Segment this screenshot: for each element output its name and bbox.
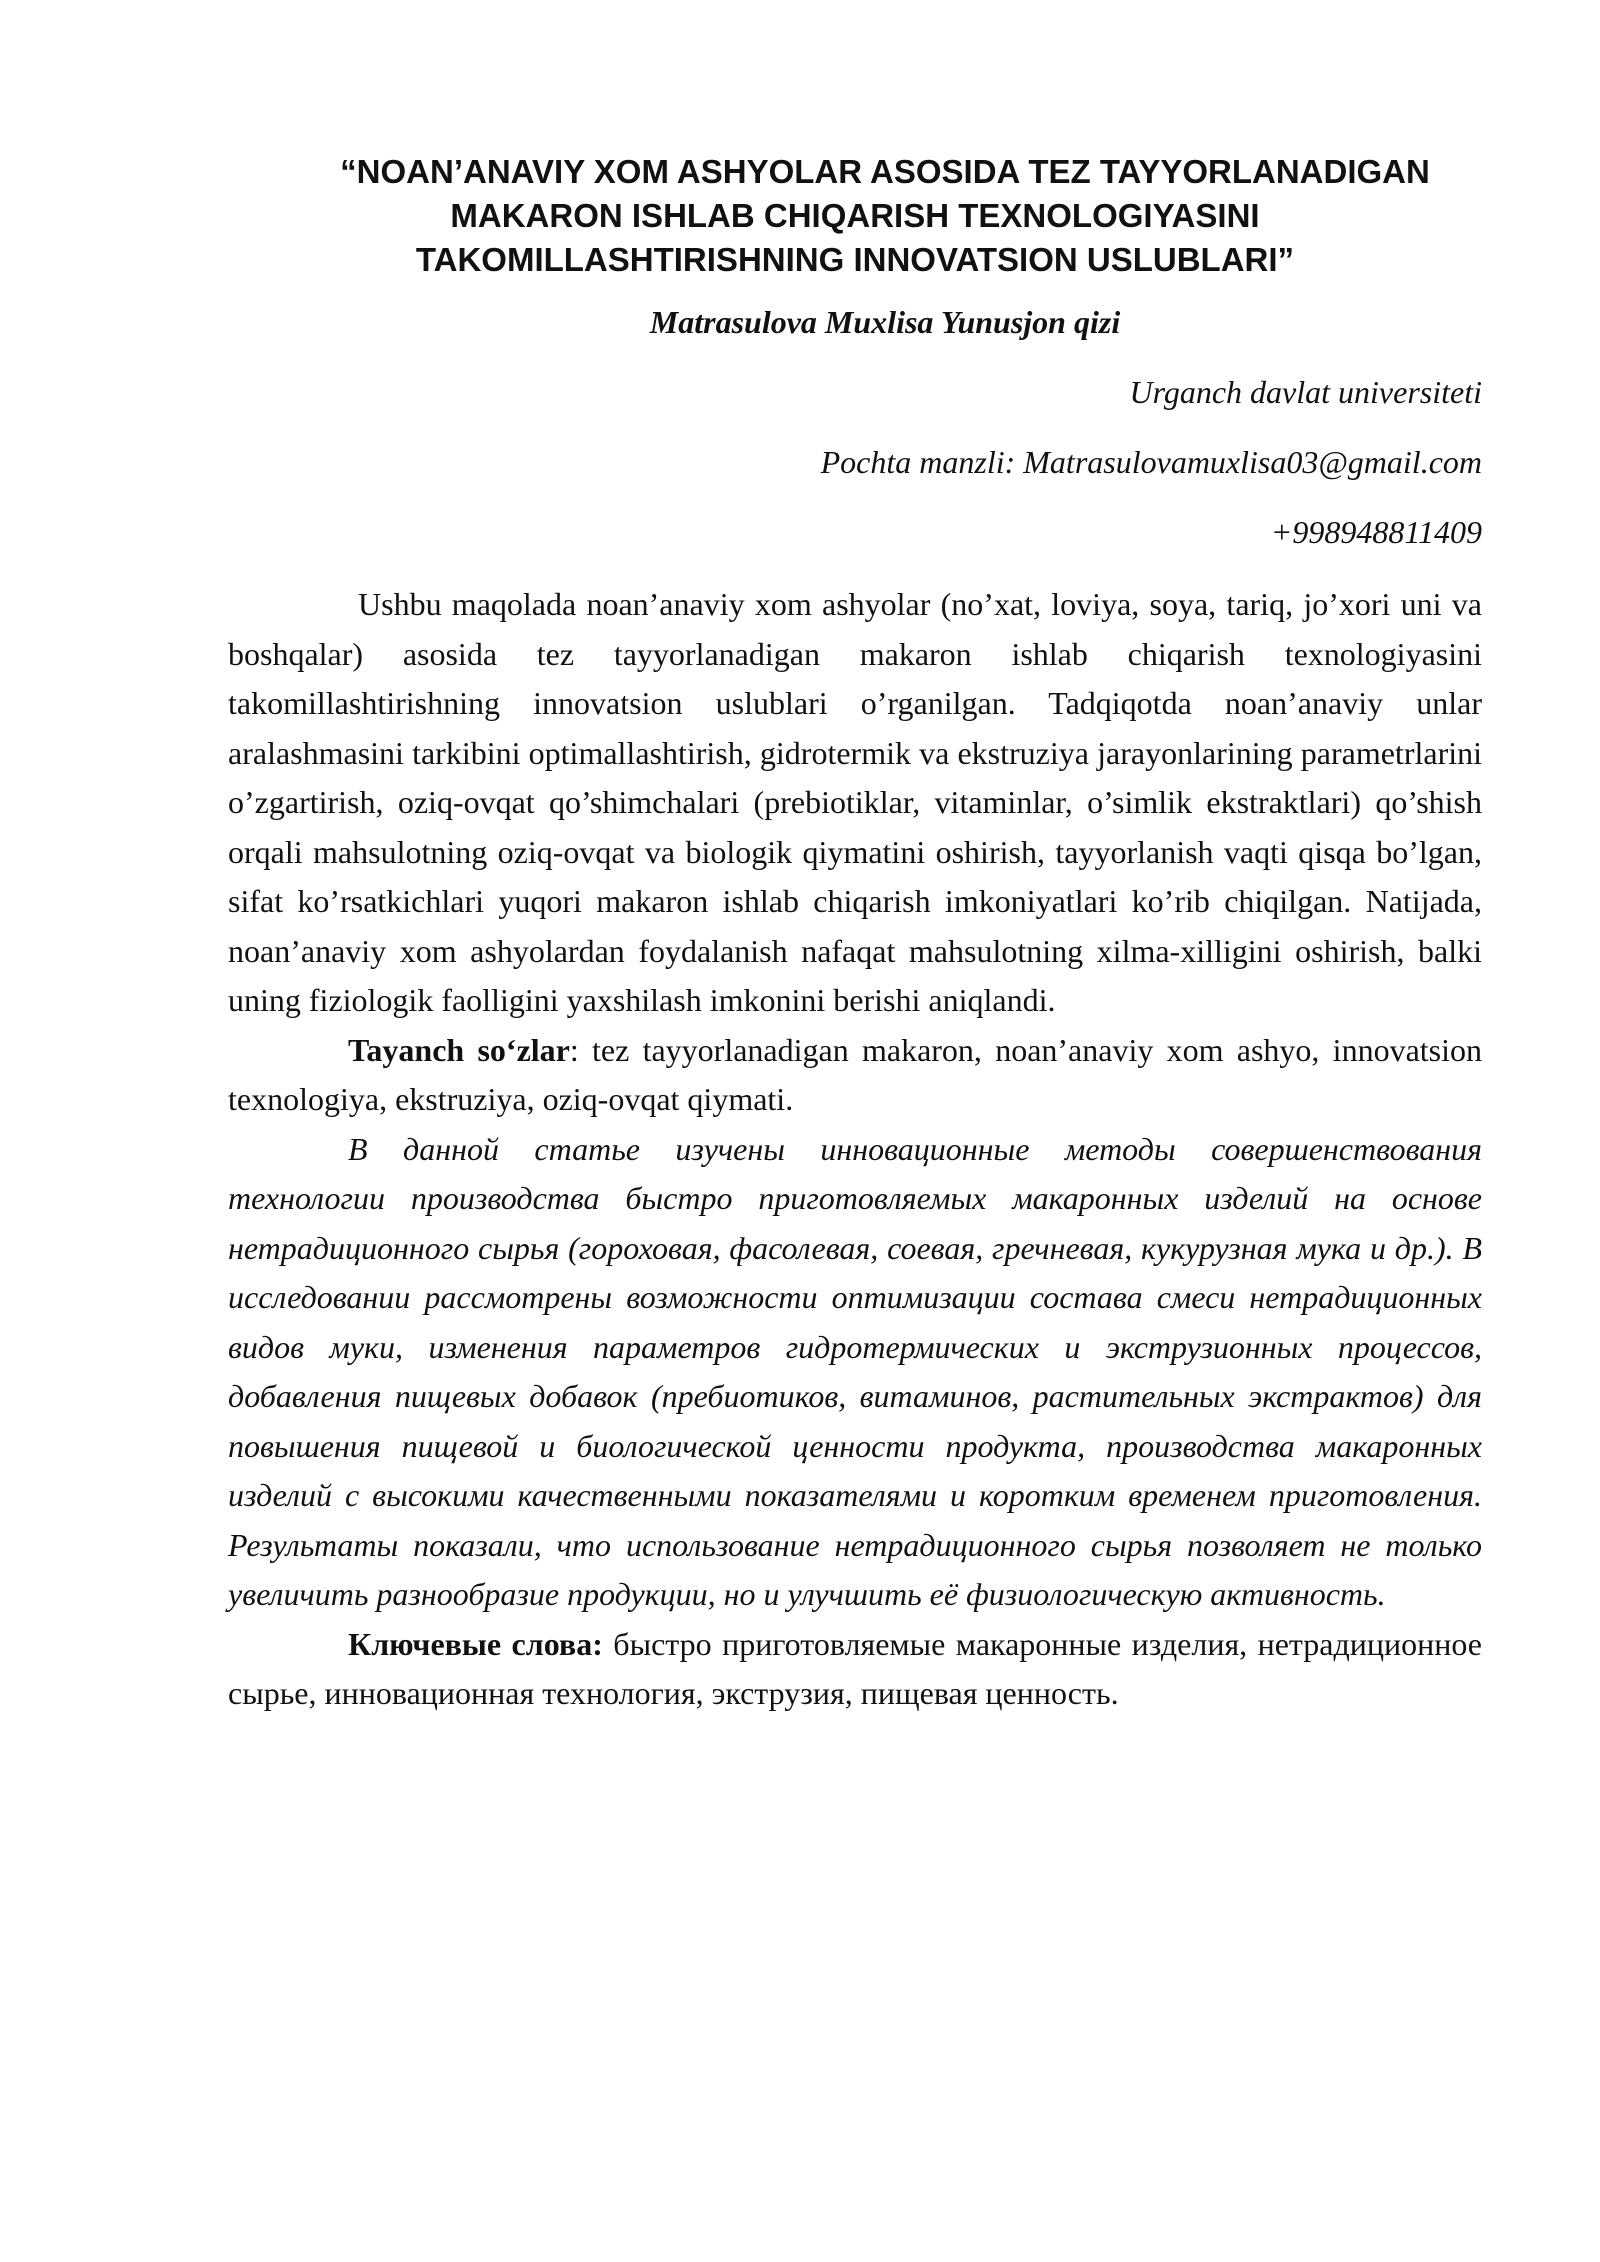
article-title: “NOAN’ANAVIY XOM ASHYOLAR ASOSIDA TEZ TAYYORLANADIGAN MAKARON ISHLAB CHIQARISH TEXNOLOGIYASINI TAKOMILLASHTIRISHNING INNOVATSION USLUBLARI” xyxy=(340,153,1430,278)
article-content xyxy=(228,150,1482,1719)
keywords-uzbek-label: Tayanch so‘zlar xyxy=(348,1031,570,1068)
author-name: Matrasulova Muxlisa Yunusjon qizi xyxy=(649,304,1121,340)
abstract-uzbek: Ushbu maqolada noan’anaviy xom ashyolar (no’xat, loviya, soya, tariq, jo’xori uni va boshqalar) asosida tez tayyorlanadigan makaron ishlab chiqarish texnologiyasini takomillashtirishning innovatsion uslublari o’rganilgan. Tadqiqotda noan’anaviy unlar aralashmasini tarkibini optimallashtirish, gidrotermik va ekstruziya jarayonlarining parametrlarini o’zgartirish, oziq-ovqat qo’shimchalari (prebiotiklar, vitaminlar, o’simlik ekstraktlari) qo’shish orqali mahsulotning oziq-ovqat va biologik qiymatini oshirish, tayyorlanish vaqti qisqa bo’lgan, sifat ko’rsatkichlari yuqori makaron ishlab chiqarish imkoniyatlari ko’rib chiqilgan. Natijada, noan’anaviy xom ashyolardan foydalanish nafaqat mahsulotning xilma-xilligini oshirish, balki uning fiziologik faolligini yaxshilash imkonini berishi aniqlandi. xyxy=(228,586,1482,1018)
affiliation: Urganch davlat universiteti xyxy=(1129,374,1482,410)
keywords-russian xyxy=(228,1620,1482,1719)
keywords-uzbek-text: : tez tayyorlanadigan makaron, noan’anaviy xom ashyo, innovatsion texnologiya, ekstruziya, oziq-ovqat qiymati. xyxy=(228,1031,1483,1117)
keywords-russian-label: Ключевые слова: xyxy=(348,1625,603,1662)
keywords-russian-text: быстро приготовляемые макаронные изделия, нетрадиционное сырье, инновационная технология, экструзия, пищевая ценность. xyxy=(228,1625,1483,1711)
email-line: Pochta manzli: Matrasulovamuxlisa03@gmail.com xyxy=(820,444,1482,480)
abstract-russian: В данной статье изучены инновационные методы совершенствования технологии производства быстро приготовляемых макаронных изделий на основе нетрадиционного сырья (гороховая, фасолевая, соевая, гречневая, кукурузная мука и др.). В исследовании рассмотрены возможности оптимизации состава смеси нетрадиционных видов муки, изменения параметров гидротермических и экструзионных процессов, добавления пищевых добавок (пребиотиков, витаминов, растительных экстрактов) для повышения пищевой и биологической ценности продукта, производства макаронных изделий с высокими качественными показателями и коротким временем приготовления. Результаты показали, что использование нетрадиционного сырья позволяет не только увеличить разнообразие продукции, но и улучшить её физиологическую активность. xyxy=(228,1130,1482,1612)
phone-number: +998948811409 xyxy=(1270,514,1482,550)
keywords-uzbek xyxy=(228,1026,1482,1125)
